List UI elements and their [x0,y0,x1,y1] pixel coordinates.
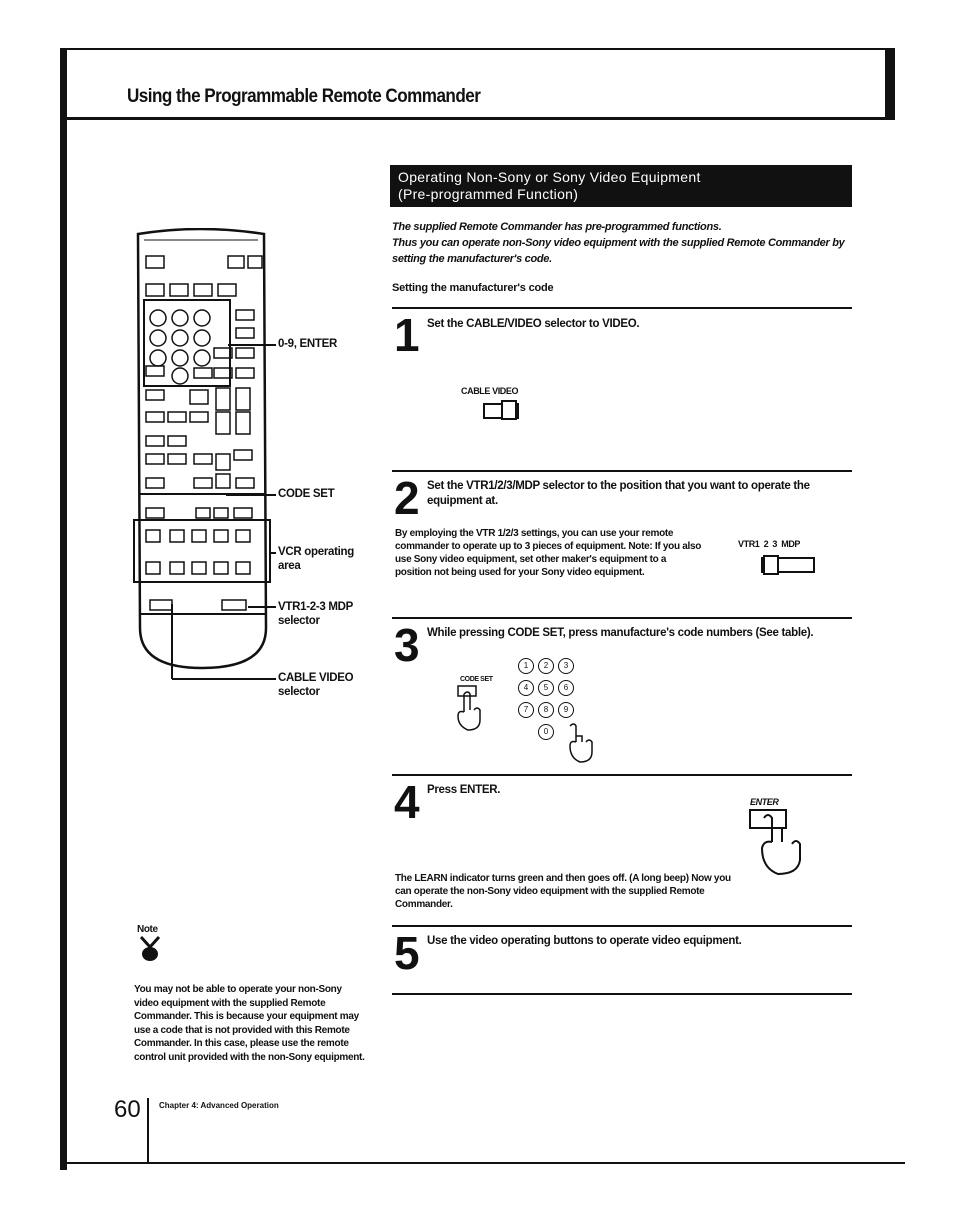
finger-press-enter-icon [748,808,810,880]
step-2-figure-label: VTR1 2 3 MDP [738,539,801,549]
step-4-rule [392,774,852,776]
note-icon [137,924,167,968]
keypad-key-2: 2 [538,658,554,674]
cable-video-switch-icon [482,398,522,422]
section-subheading: Setting the manufacturer's code [392,282,554,294]
finger-press-code-set-icon [450,684,490,734]
note-bulb-icon [137,935,163,963]
keypad-key-5: 5 [538,680,554,696]
step-4-number: 4 [394,776,420,828]
step-4-body: The LEARN indicator turns green and then goes off. (A long beep) Now you can operate the non-Sony video equipment with the supplied Remote Commander. [395,873,731,910]
header-rule [60,117,895,120]
callout-cable-selector [278,671,353,699]
step-2-body: By employing the VTR 1/2/3 settings, you can use your remote commander to operate up to 3 pieces of equipment. Note: If you also use Sony video equipment, set other maker's equipment to a position not being used for your Sony video equipment. [395,528,702,578]
note-icon-label: Note [137,924,158,935]
keypad-key-7: 7 [518,702,534,718]
callout-codeset: CODE SET [278,488,335,500]
callout-leader-vcr [270,552,276,554]
callout-enter: 0-9, ENTER [278,338,337,350]
step-4-text: Press ENTER. [427,784,501,796]
footer-rule [60,1162,905,1164]
steps-end-rule [392,993,852,995]
keypad-key-8: 8 [538,702,554,718]
step-3-number: 3 [394,619,420,671]
step-5-rule [392,925,852,927]
banner-line-1: Operating Non-Sony or Sony Video Equipment [398,169,701,185]
callout-vcr-area [278,545,354,573]
keypad-key-4: 4 [518,680,534,696]
frame-left-bar [60,48,67,1170]
intro-text [392,219,847,267]
callout-vtr-selector [278,600,353,628]
callout-vtr-line1: VTR1-2-3 MDP [278,601,353,613]
step-5-text: Use the video operating buttons to operate video equipment. [427,935,742,947]
page-number: 60 [114,1096,141,1123]
step-3-rule [392,617,852,619]
callout-leader-cable [172,678,276,680]
remote-control-illustration [130,228,280,698]
finger-press-digit-icon [562,722,596,766]
banner-line-2: (Pre-programmed Function) [398,186,579,202]
step-1-rule [392,307,852,309]
step-2-text: Set the VTR1/2/3/MDP selector to the position that you want to operate the equipment at. [427,480,810,507]
step-3-figure-label: CODE SET [460,676,493,683]
callout-leader-codeset [226,494,276,496]
callout-vtr-line2: selector [278,615,320,627]
chapter-label: Chapter 4: Advanced Operation [159,1101,279,1110]
step-3-text: While pressing CODE SET, press manufacture's code numbers (See table). [427,627,814,639]
step-4-figure-label: ENTER [750,797,779,807]
step-1-figure-label: CABLE VIDEO [461,386,519,396]
keypad-key-1: 1 [518,658,534,674]
frame-right-bar [885,48,895,120]
callout-leader-vtr [248,606,276,608]
step-1-number: 1 [394,309,420,361]
footer-divider [147,1098,149,1164]
keypad-key-9: 9 [558,702,574,718]
callout-cable-line2: selector [278,686,320,698]
keypad-row-2 [518,677,608,696]
step-1-text: Set the CABLE/VIDEO selector to VIDEO. [427,318,640,330]
step-2-rule [392,470,852,472]
callout-vcr-line2: area [278,560,301,572]
callout-leader-cable-vertical [171,604,173,679]
keypad-key-3: 3 [558,658,574,674]
step-5-number: 5 [394,927,420,979]
keypad-key-0: 0 [538,724,554,740]
keypad-row-3 [518,699,608,718]
frame-top-rule [60,48,895,50]
callout-vcr-line1: VCR operating [278,546,354,558]
intro-line-1: The supplied Remote Commander has pre-programmed functions. [392,221,722,233]
keypad-key-6: 6 [558,680,574,696]
intro-line-2: Thus you can operate non-Sony video equipment with the supplied Remote Commander by setting the manufacturer's code. [392,237,845,265]
vtr-selector-switch-icon [760,552,820,576]
callout-leader-enter [228,344,276,346]
step-2-number: 2 [394,472,420,524]
note-text: You may not be able to operate your non-Sony video equipment with the supplied Remote Commander. This is because your equipment may use a code that is not provided with this Remote Commander. In this case, please use the remote control unit provided with the non-Sony equipment. [134,984,365,1063]
keypad-row-1 [518,655,608,674]
section-banner [390,165,852,207]
callout-cable-line1: CABLE VIDEO [278,672,354,684]
page-title: Using the Programmable Remote Commander [127,86,481,107]
